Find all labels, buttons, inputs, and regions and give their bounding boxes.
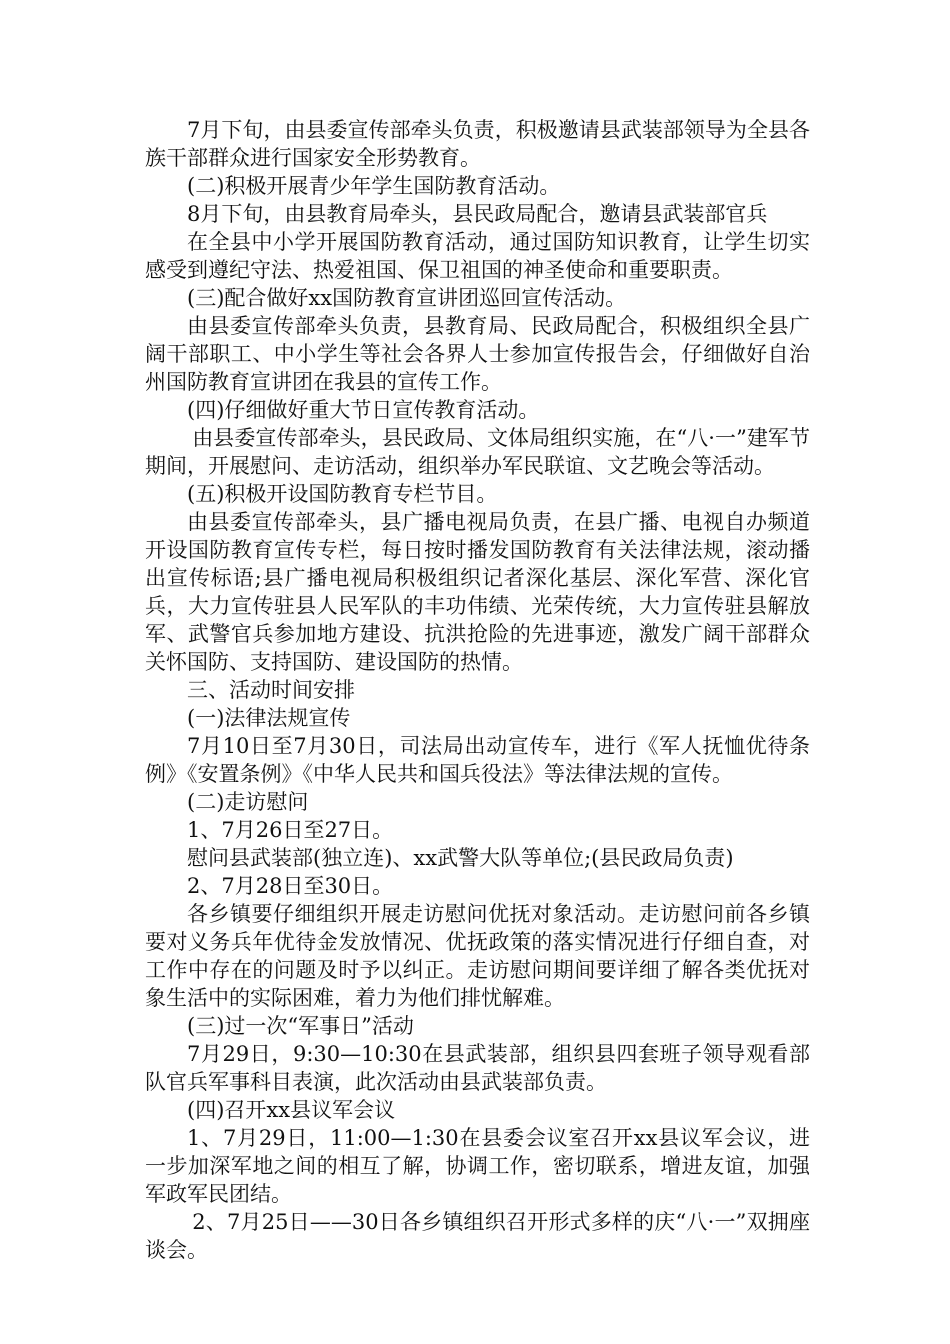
heading-holiday-education: (四)仔细做好重大节日宣传教育活动。 <box>187 398 540 422</box>
paragraph-holiday-education: 由县委宣传部牵头，县民政局、文体局组织实施，在“八·一”建军节期间，开展慰问、走访活动，组织举办军民联谊、文艺晚会等活动。 <box>145 426 810 478</box>
heading-visits: (二)走访慰问 <box>187 790 309 814</box>
paragraph-visit-units: 慰问县武装部(独立连)、xx武警大队等单位;(县民政局负责) <box>187 846 734 870</box>
paragraph-visit-date-1: 1、7月26日至27日。 <box>187 818 394 842</box>
paragraph-august-education: 8月下旬，由县教育局牵头，县民政局配合，邀请县武装部官兵 <box>187 202 768 226</box>
paragraph-security-education: 7月下旬，由县委宣传部牵头负责，积极邀请县武装部领导为全县各族干部群众进行国家安全形势教育。 <box>145 118 810 170</box>
heading-military-meeting: (四)召开xx县议军会议 <box>187 1098 396 1122</box>
paragraph-township-visits: 各乡镇要仔细组织开展走访慰问优抚对象活动。走访慰问前各乡镇要对义务兵年优待金发放情况、优抚政策的落实情况进行仔细自查，对工作中存在的问题及时予以纠正。走访慰问期间要详细了解各类优抚对象生活中的实际困难，着力为他们排忧解难。 <box>145 902 810 1010</box>
paragraph-law-publicity: 7月10日至7月30日，司法局出动宣传车，进行《军人抚恤优待条例》《安置条例》《中华人民共和国兵役法》等法律法规的宣传。 <box>145 734 810 786</box>
heading-special-column: (五)积极开设国防教育专栏节目。 <box>187 482 498 506</box>
heading-military-day: (三)过一次“军事日”活动 <box>187 1014 414 1038</box>
heading-schedule: 三、活动时间安排 <box>187 678 355 702</box>
paragraph-visit-date-2: 2、7月28日至30日。 <box>187 874 394 898</box>
paragraph-military-meeting: 1、7月29日，11:00—1:30在县委会议室召开xx县议军会议，进一步加深军地之间的相互了解，协调工作，密切联系，增进友谊，加强军政军民团结。 <box>145 1126 810 1206</box>
paragraph-special-column: 由县委宣传部牵头，县广播电视局负责，在县广播、电视自办频道开设国防教育宣传专栏，每日按时播发国防教育有关法律法规，滚动播出宣传标语;县广播电视局积极组织记者深化基层、深化军营、深化官兵，大力宣传驻县人民军队的丰功伟绩、光荣传统，大力宣传驻县解放军、武警官兵参加地方建设、抗洪抢险的先进事迹，激发广阔干部群众关怀国防、支持国防、建设国防的热情。 <box>145 510 810 674</box>
paragraph-symposium: 2、7月25日——30日各乡镇组织召开形式多样的庆“八·一”双拥座谈会。 <box>145 1210 810 1262</box>
heading-lecture-tour: (三)配合做好xx国防教育宣讲团巡回宣传活动。 <box>187 286 627 310</box>
document-body <box>145 116 810 1264</box>
paragraph-lecture-tour: 由县委宣传部牵头负责，县教育局、民政局配合，积极组织全县广阔干部职工、中小学生等社会各界人士参加宣传报告会，仔细做好自治州国防教育宣讲团在我县的宣传工作。 <box>145 314 810 394</box>
paragraph-military-day: 7月29日，9:30—10:30在县武装部，组织县四套班子领导观看部队官兵军事科目表演，此次活动由县武装部负责。 <box>145 1042 810 1094</box>
paragraph-school-activities: 在全县中小学开展国防教育活动，通过国防知识教育，让学生切实感受到遵纪守法、热爱祖国、保卫祖国的神圣使命和重要职责。 <box>145 230 810 282</box>
heading-youth-education: (二)积极开展青少年学生国防教育活动。 <box>187 174 561 198</box>
heading-law-publicity: (一)法律法规宣传 <box>187 706 351 730</box>
